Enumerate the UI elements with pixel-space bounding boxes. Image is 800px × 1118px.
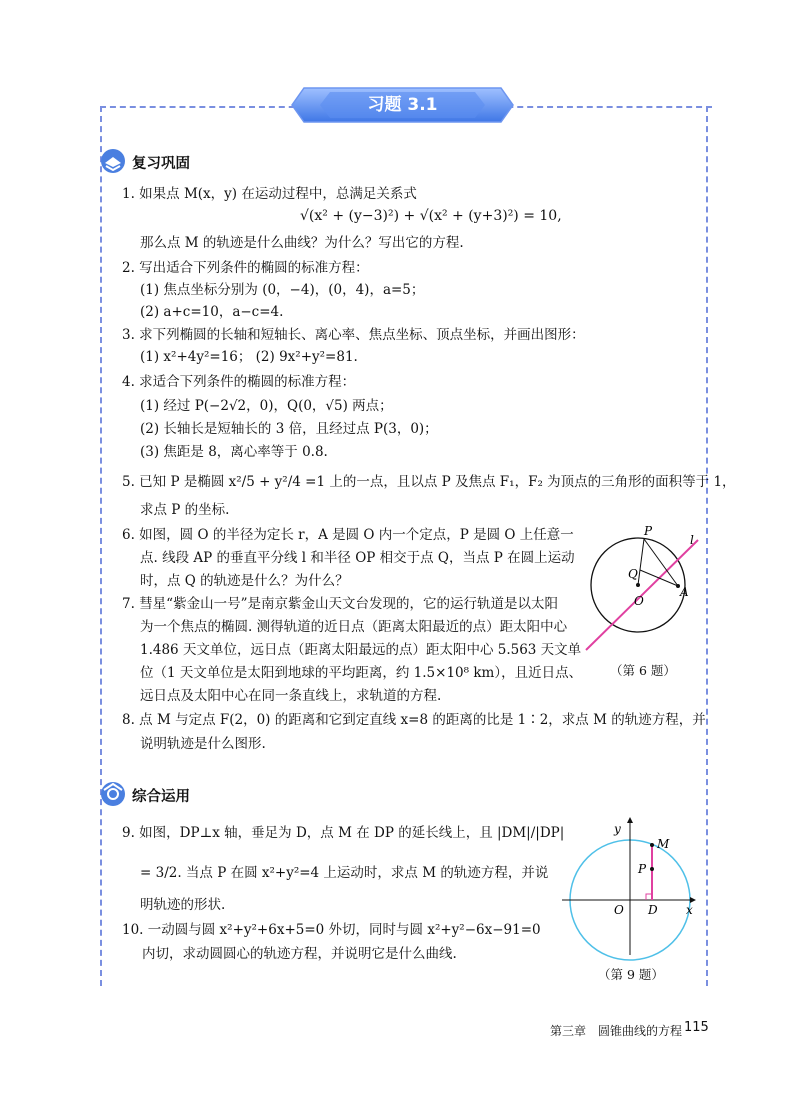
fig9-label-x: x — [686, 903, 693, 917]
problem-6-line-1: 6. 如图，圆 O 的半径为定长 r，A 是圆 O 内一个定点，P 是圆 O 上任意一 — [122, 527, 574, 543]
problem-5-question: 求点 P 的坐标. — [140, 502, 230, 518]
fig9-label-d: D — [648, 903, 658, 917]
problem-10-line-2: 内切，求动圆圆心的轨迹方程，并说明它是什么曲线. — [142, 946, 457, 962]
problem-5-text: 5. 已知 P 是椭圆 x²/5 + y²/4 =1 上的一点，且以点 P 及焦点 F₁，F₂ 为顶点的三角形的面积等于 1， — [122, 474, 736, 490]
problem-9-line-1: 9. 如图，DP⊥x 轴，垂足为 D，点 M 在 DP 的延长线上，且 |DM|/|DP| — [122, 825, 565, 841]
problem-2-text: 2. 写出适合下列条件的椭圆的标准方程： — [122, 260, 369, 276]
problem-4-text: 4. 求适合下列条件的椭圆的标准方程： — [122, 374, 356, 390]
figure-9-diagram — [562, 815, 702, 965]
fig9-label-y: y — [614, 822, 621, 836]
problem-7-line-4: 位（1 天文单位是太阳到地球的平均距离，约 1.5×10⁸ km），且近日点、 — [140, 665, 583, 681]
figure-9-caption: （第 9 题） — [598, 967, 664, 982]
review-section-icon — [100, 148, 126, 174]
apply-section-title: 综合运用 — [132, 789, 190, 805]
frame-right-rule — [706, 106, 708, 986]
problem-4-part-3: (3) 焦距是 8，离心率等于 0.8. — [140, 444, 328, 460]
apply-section-icon — [100, 781, 126, 807]
fig6-label-p: P — [644, 524, 653, 538]
figure-6-diagram — [578, 522, 703, 662]
problem-10-line-1: 10. 一动圆与圆 x²+y²+6x+5=0 外切，同时与圆 x²+y²−6x−91=0 — [122, 922, 541, 938]
fig9-label-m: M — [657, 837, 670, 851]
problem-6-line-3: 时，点 Q 的轨迹是什么？为什么？ — [140, 573, 349, 589]
problem-8-line-1: 8. 点 M 与定点 F(2，0) 的距离和它到定直线 x=8 的距离的比是 1∶2，求点 M 的轨迹方程，并 — [122, 712, 706, 728]
review-section-title: 复习巩固 — [132, 156, 190, 172]
fig6-label-o: O — [634, 594, 644, 608]
problem-7-line-2: 为一个焦点的椭圆. 测得轨道的近日点（距离太阳最近的点）距太阳中心 — [140, 619, 568, 635]
problem-3-text: 3. 求下列椭圆的长轴和短轴长、离心率、焦点坐标、顶点坐标，并画出图形： — [122, 327, 585, 343]
fig9-label-p: P — [638, 862, 647, 876]
exercise-banner — [290, 86, 515, 124]
page-number: 115 — [684, 1020, 709, 1035]
problem-1-text: 1. 如果点 M(x，y) 在运动过程中，总满足关系式 — [122, 186, 417, 202]
problem-1-equation: √(x² + (y−3)²) + √(x² + (y+3)²) = 10, — [300, 208, 562, 224]
problem-7-line-5: 远日点及太阳中心在同一条直线上，求轨道的方程. — [140, 688, 442, 704]
problem-8-line-2: 说明轨迹是什么图形. — [140, 736, 266, 752]
problem-9-line-3: 明轨迹的形状. — [140, 897, 226, 913]
problem-2-part-1: (1) 焦点坐标分别为 (0，−4)，(0，4)，a=5； — [140, 282, 425, 298]
frame-left-rule — [100, 106, 102, 986]
fig9-label-o: O — [614, 903, 624, 917]
fig6-label-a: A — [680, 585, 689, 599]
problem-9-line-2: = 3/2. 当点 P 在圆 x²+y²=4 上运动时，求点 M 的轨迹方程，并说 — [140, 865, 549, 881]
fig6-label-l: l — [690, 533, 694, 547]
problem-6-line-2: 点. 线段 AP 的垂直平分线 l 和半径 OP 相交于点 Q，当点 P 在圆上运动 — [140, 550, 575, 566]
problem-1-question: 那么点 M 的轨迹是什么曲线？为什么？写出它的方程. — [140, 235, 464, 251]
fig6-label-q: Q — [628, 567, 638, 581]
problem-2-part-2: (2) a+c=10，a−c=4. — [140, 304, 284, 320]
problem-7-line-3: 1.486 天文单位，远日点（距离太阳最远的点）距太阳中心 5.563 天文单 — [140, 642, 582, 658]
chapter-footer: 第三章 圆锥曲线的方程 — [550, 1024, 683, 1038]
problem-4-part-2: (2) 长轴长是短轴长的 3 倍，且经过点 P(3，0)； — [140, 421, 438, 437]
figure-6-caption: （第 6 题） — [610, 663, 676, 678]
problem-3-parts: (1) x²+4y²=16； (2) 9x²+y²=81. — [140, 349, 358, 365]
exercise-title: 习题 3.1 — [367, 95, 438, 115]
problem-4-part-1: (1) 经过 P(−2√2，0)，Q(0，√5) 两点； — [140, 398, 393, 414]
problem-7-line-1: 7. 彗星“紫金山一号”是南京紫金山天文台发现的，它的运行轨道是以太阳 — [122, 596, 558, 612]
fig6-radius-op — [638, 539, 644, 585]
